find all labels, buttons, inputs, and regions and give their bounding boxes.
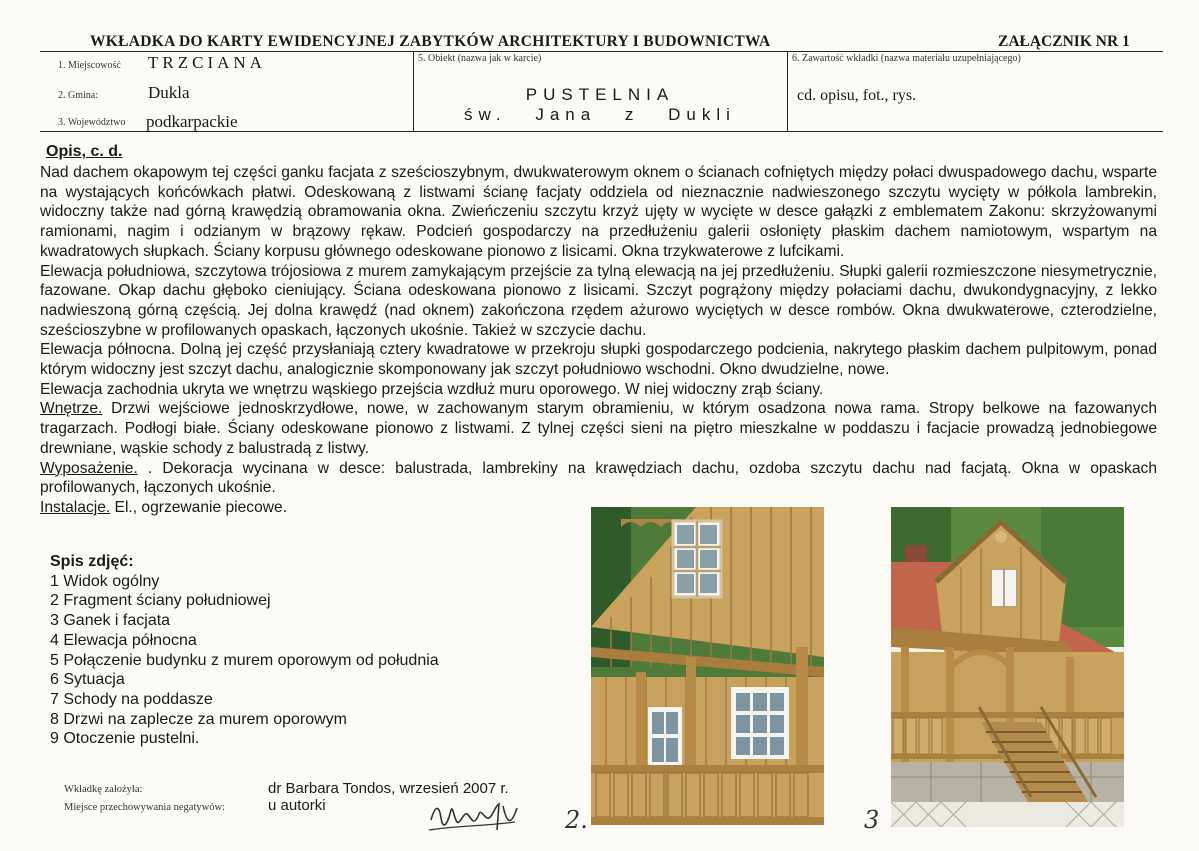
commune-label: 2. Gmina: [58,90,98,101]
photo-porch-gable [891,507,1124,827]
photo-south-wall-fragment [591,507,824,825]
photo-list-item: 6 Sytuacja [50,671,125,689]
installations-label: Instalacje. [40,498,111,516]
installations-text: El., ogrzewanie piecowe. [110,498,288,516]
interior-label: Wnętrze. [40,400,103,418]
signature [425,796,525,841]
negatives-location-value: u autorki [268,797,326,814]
negatives-location-label: Miejsce przechowywania negatywów: [64,802,225,813]
paragraph-equipment [40,459,1157,498]
photo-list-item: 9 Otoczenie pustelni. [50,730,200,748]
content-label: 6. Zawartość wkładki (nazwa materiału uzupełniającego) [792,53,1021,64]
photo-list-item: 2 Fragment ściany południowej [50,592,271,610]
paragraph-west-elevation: Elewacja zachodnia ukryta we wnętrzu wąskiego przejścia wzdłuż muru oporowego. W niej widoczny zrąb ściany. [40,380,824,398]
object-name: PUSTELNIA [525,85,675,104]
paragraph-porch: Nad dachem okapowym tej części ganku facjata z sześcioszybnym, dwukwaterowym oknem o ścianach cofniętych między połaci dwuspadowego dachu, wsparte na wystających końcówkach płatwi. Odeskowaną z listwami ścianę facjaty oddziela od nieznacznie nadwieszonego szczytu wycięty w półkola lambrekin, widoczny także nad górną krawędzią obramowania okna. Zwieńczeniu szczytu krzyż ujęty w wycięte w desce gałązki z emblematem Zakonu: skrzyżowanymi ramionami, nagim i odzianym w brązowy rękaw. Podcień gospodarczy na przedłużeniu galerii osłonięty płaskim dachem namiotowym, wspartym na kwadratowych słupkach. Ściany korpusu głównego odeskowane pionowo z lisicami. Okna trzykwaterowe z lufcikami. [40,164,1157,260]
object-label: 5. Obiekt (nazwa jak w karcie) [418,53,542,64]
voivodeship-value: podkarpackie [146,112,238,131]
photo-list [50,552,439,749]
photo-3-number: 3 [864,806,880,834]
field-divider-2 [787,51,788,131]
paragraph-south-elevation: Elewacja południowa, szczytowa trójosiowa z murem zamykającym przejście za tylną elewacją na jej przedłużeniu. Słupki galerii rozmieszczone niesymetrycznie, fazowane. Okap dachu głęboko cieniujący. Ściana odeskowana pionowo z lisicami. Szczyt pogrążony między połaciami dachu, dwukondygnacyjny, z lekko nadwieszoną górną częścią. Jej dolna krawędź (nad oknem) zakończona rzędem ażurowo wyciętych w desce rombów. Okna dwukwaterowe, czterodzielne, sześcioszybne w profilowanych opaskach, łączonych ukośnie. Takież w szczycie dachu. [40,262,1157,339]
photo-list-title: Spis zdjęć: [50,553,134,570]
interior-text: Drzwi wejściowe jednoskrzydłowe, nowe, w zachowanym starym obramieniu, w którym osadzona nowa rama. Stropy belkowe na fazowanych tragarzach. Podłogi białe. Ściany odeskowane pionowo z listwami. Z tylnej części sieni na piętro mieszkalne w poddaszu i facjacie prowadzą jednobiegowe drewniane, wąskie schody z balustradą z listwy. [40,400,1157,457]
photo-2-number: 2. [565,806,588,834]
field-divider-1 [413,51,414,131]
photo-list-item: 4 Elewacja północna [50,631,197,649]
created-by-value: dr Barbara Tondos, wrzesień 2007 r. [268,780,509,797]
equipment-label: Wyposażenie. [40,459,138,477]
paragraph-north-elevation: Elewacja północna. Dolną jej część przysłaniają cztery kwadratowe w przekroju słupki gospodarczego podcienia, nakrytego płaskim dachem pulpitowym, ponad którym widoczny jest szczyt dachu, analogicznie skomponowany jak szczyt południowo wschodni. Okno dwudzielne, nowe. [40,341,1157,379]
commune-value: Dukla [148,83,190,102]
paragraph-interior [40,399,1157,458]
photo-list-item: 7 Schody na poddasze [50,690,213,708]
equipment-text: . Dekoracja wycinana w desce: balustrada, lambrekiny na krawędziach dachu, ozdoba szczytu dachu nad facjatą. Okna w opaskach profilowanych, łączonych ukośnie. [40,459,1157,497]
description-heading: Opis, c. d. [46,143,123,160]
locality-value: TRZCIANA [148,53,266,72]
photo-list-item: 1 Widok ogólny [50,572,160,590]
header-top-rule [40,51,1163,52]
voivodeship-label: 3. Województwo [58,117,126,128]
created-by-label: Wkładkę założyła: [64,784,143,795]
photo-list-item: 3 Ganek i facjata [50,612,171,630]
paragraph-installations [40,498,580,518]
photo-list-item: 5 Połączenie budynku z murem oporowym od południa [50,651,439,669]
object-subtitle: św. Jana z Dukli [464,105,736,124]
locality-label: 1. Miejscowość [58,60,121,71]
annex-label: ZAŁĄCZNIK NR 1 [998,33,1130,50]
card-title: WKŁADKA DO KARTY EWIDENCYJNEJ ZABYTKÓW ARCHITEKTURY I BUDOWNICTWA [90,33,771,50]
photo-list-items [50,572,439,749]
content-value: cd. opisu, fot., rys. [797,87,917,104]
photo-list-item: 8 Drzwi na zaplecze za murem oporowym [50,710,347,728]
description-body [40,163,1157,518]
